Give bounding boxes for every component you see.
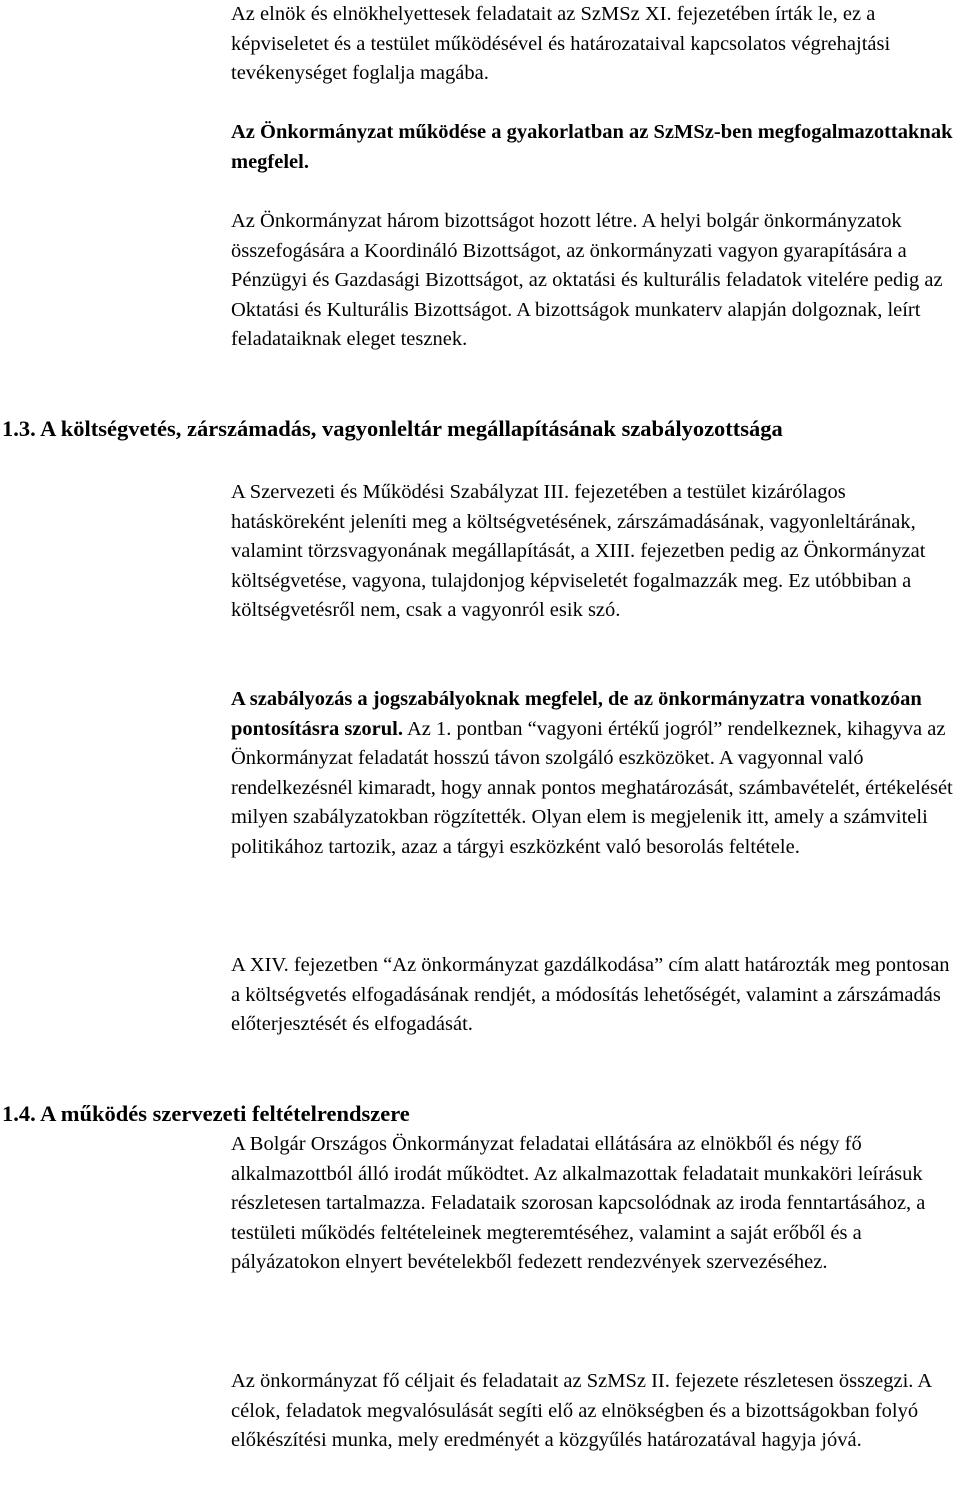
paragraph-presidents-duties: Az elnök és elnökhelyettesek feladatait az SzMSz XI. fejezetében írták le, ez a képviseletet és a testület működésével és határozataival kapcsolatos végrehajtási tevékenységet foglalja magába. xyxy=(231,3,891,85)
paragraph-regulation-assessment xyxy=(231,685,957,863)
paragraph-committees: Az Önkormányzat három bizottságot hozott létre. A helyi bolgár önkormányzatok összefogására a Koordináló Bizottságot, az önkormányzati vagyon gyarapítására a Pénzügyi és Gazdasági Bizottságot, az oktatási és kulturális feladatok vitelére pedig az Oktatási és Kulturális Bizottságot. A bizottságok munkaterv alapján dolgoznak, leírt feladataiknak eleget tesznek. xyxy=(231,210,943,351)
paragraph-office-staff: A Bolgár Országos Önkormányzat feladatai ellátására az elnökből és négy fő alkalmazottból álló irodát működtet. Az alkalmazottak feladatait munkaköri leírásuk részletesen tartalmazza. Feladataik szorosan kapcsolódnak az iroda fenntartásához, a testületi működés feltételeinek megteremtéséhez, valamint a saját erőből és a pályázatokon elnyert bevételekből fedezett rendezvények szervezéséhez. xyxy=(231,1133,926,1274)
regulation-assessment-rest: Az 1. pontban “vagyoni értékű jogról” rendelkeznek, kihagyva az Önkormányzat feladatát hosszú távon szolgáló eszközöket. A vagyonnal való rendelkezésnél kimaradt, hogy annak pontos meghatározását, számbavételét, értékelését milyen szabályzatokban rögzítették. Olyan elem is megjelenik itt, amely a számviteli politikához tartozik, azaz a tárgyi eszközként való besorolás feltétele. xyxy=(231,717,953,858)
regulation-assessment-bold: A szabályozás a jogszabályoknak megfelel, de az önkormányzatra vonatkozóan pontosításra szorul. xyxy=(231,688,922,740)
section-heading-1-4: 1.4. A működés szervezeti feltételrendszere xyxy=(2,1101,410,1126)
paragraph-chapter-xiv: A XIV. fejezetben “Az önkormányzat gazdálkodása” cím alatt határozták meg pontosan a költségvetés elfogadásának rendjét, a módosítás lehetőségét, valamint a zárszámadás előterjesztését és elfogadását. xyxy=(231,954,950,1036)
section-heading-1-3: 1.3. A költségvetés, zárszámadás, vagyonleltár megállapításának szabályozottsága xyxy=(2,416,783,441)
paragraph-operation-conformity: Az Önkormányzat működése a gyakorlatban az SzMSz-ben megfogalmazottaknak megfelel. xyxy=(231,121,953,173)
paragraph-budget-regulation: A Szervezeti és Működési Szabályzat III. fejezetében a testület kizárólagos hatásköreként jeleníti meg a költségvetésének, zárszámadásának, vagyonleltárának, valamint törzsvagyonának megállapítását, a XIII. fejezetben pedig az Önkormányzat költségvetése, vagyona, tulajdonjog képviseletét fogalmazzák meg. Ez utóbbiban a költségvetésről nem, csak a vagyonról esik szó. xyxy=(231,481,926,622)
paragraph-goals-tasks: Az önkormányzat fő céljait és feladatait az SzMSz II. fejezete részletesen összegzi. A célok, feladatok megvalósulását segíti elő az elnökségben és a bizottságokban folyó előkészítési munka, mely eredményét a közgyűlés határozatával hagyja jóvá. xyxy=(231,1370,932,1452)
